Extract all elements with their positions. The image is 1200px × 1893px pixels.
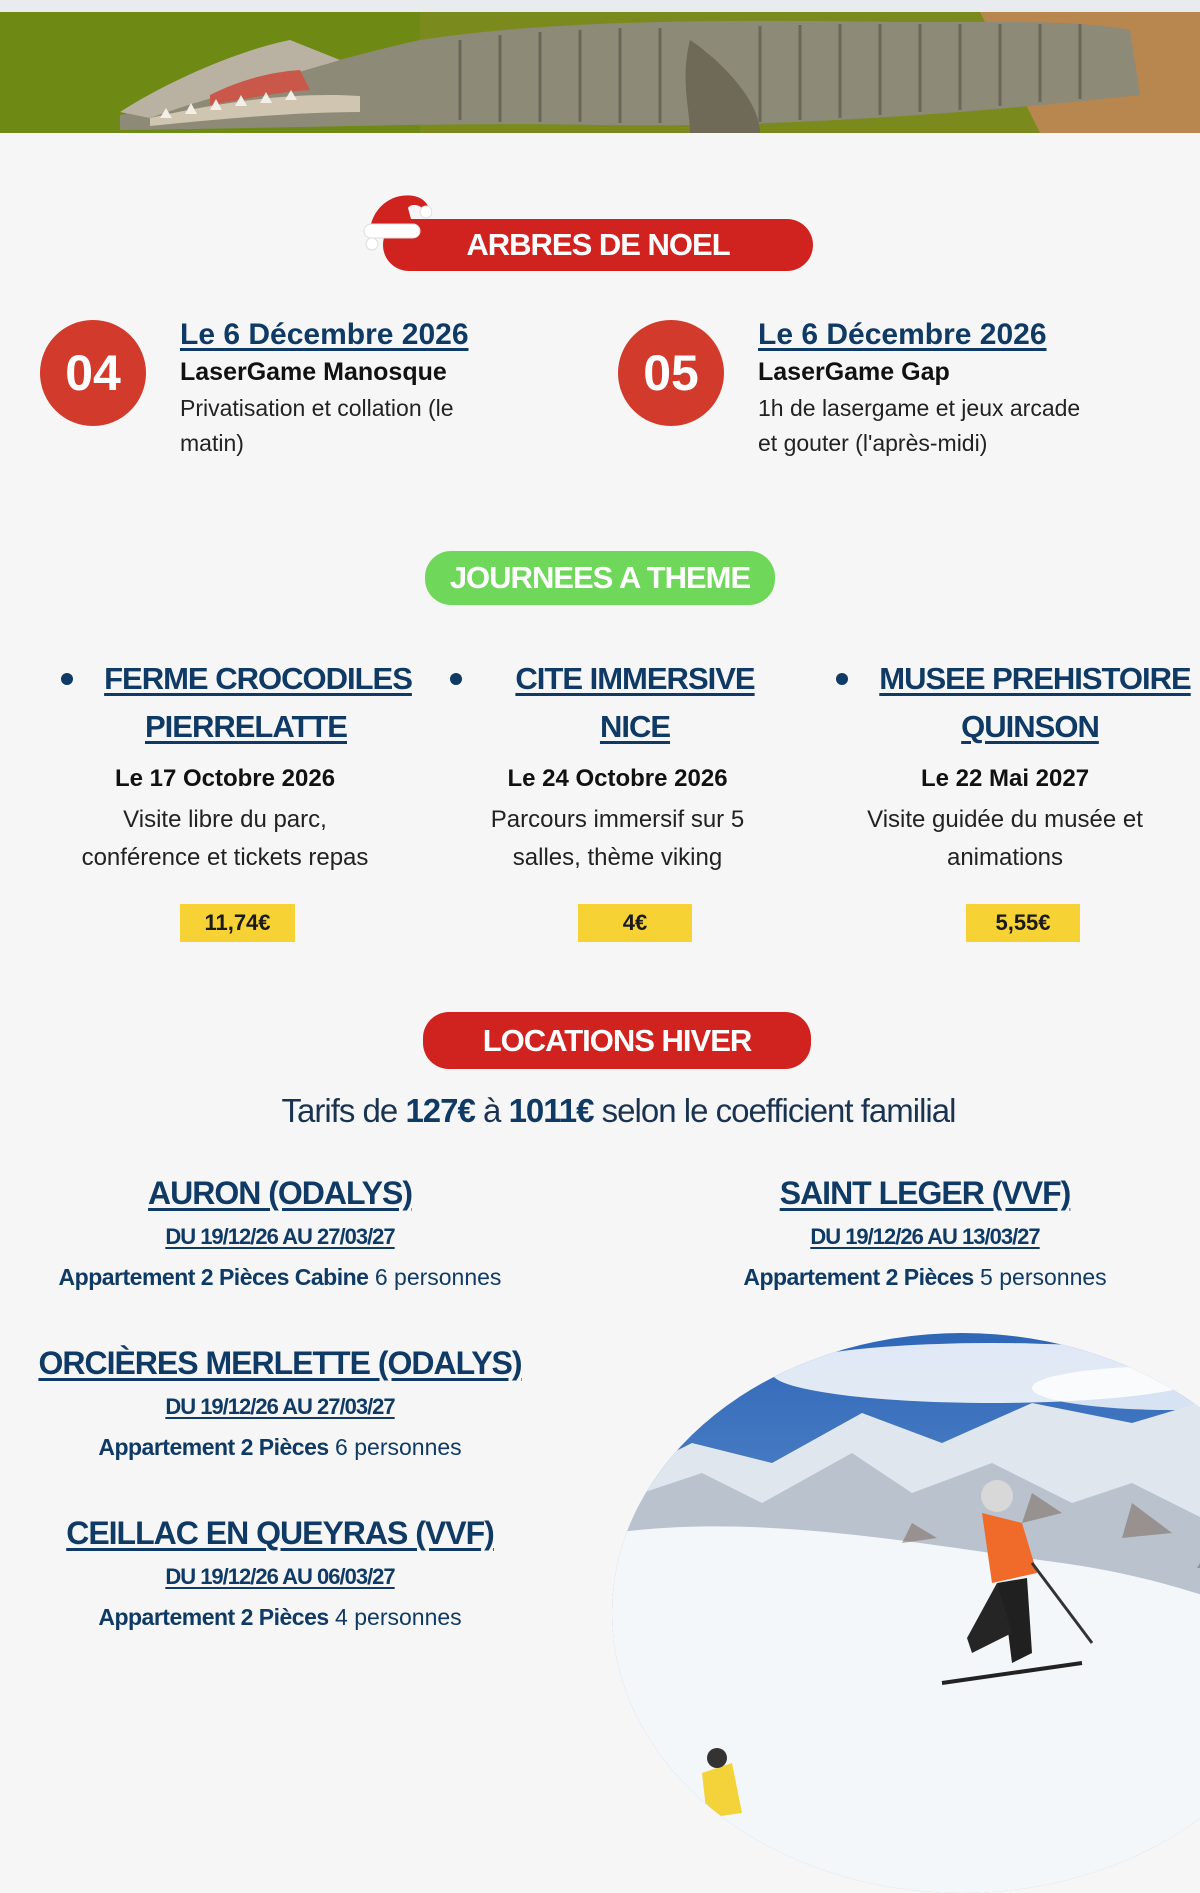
section-title-arbres-de-noel (383, 219, 813, 271)
theme-title-link[interactable] (855, 655, 1195, 751)
price-badge: 11,74€ (180, 904, 295, 942)
crocodile-banner-image (0, 0, 1200, 133)
event-description-line: 1h de lasergame et jeux arcade (758, 395, 1081, 421)
location-card (30, 1515, 530, 1631)
section-title-text: LOCATIONS HIVER (482, 1022, 752, 1058)
santa-hat-icon (362, 186, 432, 254)
theme-title-line: CITE IMMERSIVE (515, 661, 755, 696)
location-dates: DU 19/12/26 AU 27/03/27 (165, 1224, 395, 1249)
theme-date: Le 24 Octobre 2026 (507, 765, 728, 792)
event-place: LaserGame Manosque (180, 358, 447, 386)
tarif-prefix: Tarifs de (281, 1092, 406, 1129)
theme-date: Le 17 Octobre 2026 (114, 765, 336, 792)
event-description (180, 391, 560, 461)
section-title-text: JOURNEES A THEME (449, 560, 751, 595)
theme-description-line: animations (946, 844, 1064, 871)
price-badge: 5,55€ (966, 904, 1080, 942)
theme-description (820, 801, 1190, 877)
event-description-line: et gouter (l'après-midi) (758, 430, 988, 456)
bullet-icon (450, 673, 462, 685)
location-card (30, 1345, 530, 1461)
theme-title-link[interactable] (60, 655, 420, 751)
theme-title-line: NICE (599, 709, 671, 744)
tarif-suffix: selon le coefficient familial (593, 1092, 956, 1129)
location-persons: 6 personnes (368, 1264, 502, 1290)
theme-description-line: salles, thème viking (512, 844, 723, 871)
event-card (758, 318, 1178, 461)
tarif-line (0, 1092, 1200, 1130)
location-dates: DU 19/12/26 AU 27/03/27 (165, 1394, 395, 1419)
location-description (30, 1264, 530, 1291)
location-card (650, 1175, 1200, 1291)
theme-description-line: conférence et tickets repas (81, 844, 369, 871)
event-description (758, 391, 1178, 461)
location-description (30, 1434, 530, 1461)
location-name-link[interactable]: AURON (ODALYS) (148, 1175, 412, 1211)
location-name-link[interactable]: CEILLAC EN QUEYRAS (VVF) (66, 1515, 494, 1551)
theme-date: Le 22 Mai 2027 (920, 765, 1090, 792)
ski-photo (612, 1333, 1200, 1893)
location-type: Appartement 2 Pièces (98, 1434, 329, 1460)
theme-title-line: MUSEE PREHISTOIRE (879, 661, 1191, 696)
location-description (30, 1604, 530, 1631)
location-persons: 6 personnes (328, 1434, 462, 1460)
section-title-locations-hiver (423, 1012, 811, 1069)
location-description (650, 1264, 1200, 1291)
location-name-link[interactable]: ORCIÈRES MERLETTE (ODALYS) (38, 1345, 522, 1381)
event-number-badge (618, 320, 724, 426)
theme-description-line: Visite guidée du musée et (867, 806, 1143, 833)
theme-title-line: FERME CROCODILES (104, 661, 412, 696)
event-number: 04 (65, 345, 121, 401)
location-name-link[interactable]: SAINT LEGER (VVF) (779, 1175, 1071, 1211)
event-number-badge (40, 320, 146, 426)
event-card (180, 318, 560, 461)
theme-description-line: Parcours immersif sur 5 (490, 806, 745, 833)
tarif-mid: à (474, 1092, 509, 1129)
location-persons: 5 personnes (973, 1264, 1107, 1290)
location-dates: DU 19/12/26 AU 06/03/27 (165, 1564, 395, 1589)
location-type: Appartement 2 Pièces (98, 1604, 329, 1630)
event-date-link[interactable]: Le 6 Décembre 2026 (758, 318, 1047, 351)
theme-title-line: PIERRELATTE (145, 709, 347, 744)
location-type: Appartement 2 Pièces (743, 1264, 974, 1290)
theme-description-line: Visite libre du parc, (123, 806, 327, 833)
section-title-text: ARBRES DE NOEL (466, 227, 730, 262)
theme-description (30, 801, 420, 877)
section-title-journees-a-theme (425, 551, 775, 605)
bullet-icon (836, 673, 848, 685)
location-type: Appartement 2 Pièces Cabine (58, 1264, 369, 1290)
event-place: LaserGame Gap (758, 358, 950, 386)
location-persons: 4 personnes (328, 1604, 462, 1630)
event-description-line: Privatisation et collation (le (180, 395, 454, 421)
location-dates: DU 19/12/26 AU 13/03/27 (810, 1224, 1040, 1249)
event-description-line: matin) (180, 430, 244, 456)
tarif-max: 1011€ (508, 1092, 594, 1129)
theme-title-line: QUINSON (961, 709, 1099, 744)
theme-description (440, 801, 795, 877)
tarif-min: 127€ (405, 1092, 475, 1129)
price-badge: 4€ (578, 904, 692, 942)
theme-title-link[interactable] (470, 655, 760, 751)
event-date-link[interactable]: Le 6 Décembre 2026 (180, 318, 469, 351)
location-card (30, 1175, 530, 1291)
event-number: 05 (643, 345, 699, 401)
